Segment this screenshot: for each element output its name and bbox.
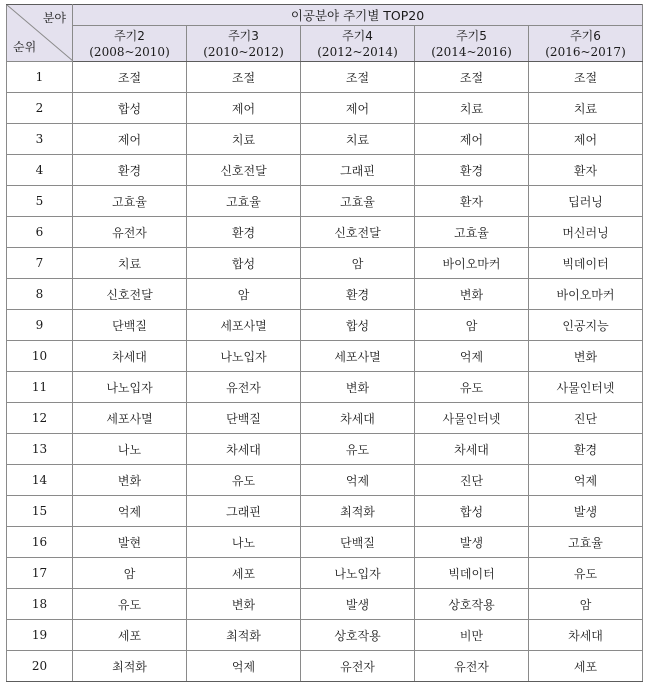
keyword-cell: 세포사멸 — [73, 403, 187, 434]
keyword-cell: 조절 — [415, 62, 529, 93]
table-row — [7, 217, 643, 248]
rank-cell: 1 — [7, 62, 73, 93]
keyword-cell: 최적화 — [301, 496, 415, 527]
keyword-cell: 암 — [529, 589, 643, 620]
table-row — [7, 434, 643, 465]
keyword-cell: 제어 — [529, 124, 643, 155]
keyword-cell: 조절 — [529, 62, 643, 93]
period-header-row — [7, 26, 643, 62]
keyword-cell: 빅데이터 — [529, 248, 643, 279]
keyword-cell: 환자 — [529, 155, 643, 186]
rank-cell: 5 — [7, 186, 73, 217]
table-row — [7, 186, 643, 217]
rank-cell: 7 — [7, 248, 73, 279]
rank-cell: 12 — [7, 403, 73, 434]
keyword-cell: 신호전달 — [73, 279, 187, 310]
keyword-cell: 변화 — [415, 279, 529, 310]
keyword-cell: 신호전달 — [301, 217, 415, 248]
keyword-cell: 고효율 — [301, 186, 415, 217]
keyword-cell: 나노입자 — [187, 341, 301, 372]
keyword-cell: 세포사멸 — [187, 310, 301, 341]
rank-cell: 8 — [7, 279, 73, 310]
keyword-cell: 유도 — [529, 558, 643, 589]
table-row — [7, 527, 643, 558]
period-name: 주기4 — [342, 28, 373, 43]
rank-cell: 16 — [7, 527, 73, 558]
table-row — [7, 279, 643, 310]
period-header — [73, 26, 187, 62]
period-years: (2010~2012) — [203, 44, 284, 59]
rank-cell: 11 — [7, 372, 73, 403]
keyword-cell: 고효율 — [187, 186, 301, 217]
keyword-cell: 차세대 — [187, 434, 301, 465]
table-title: 이공분야 주기별 TOP20 — [73, 5, 643, 26]
keyword-cell: 제어 — [301, 93, 415, 124]
keyword-cell: 변화 — [187, 589, 301, 620]
keyword-cell: 치료 — [529, 93, 643, 124]
period-years: (2012~2014) — [317, 44, 398, 59]
corner-field-label: 분야 — [42, 11, 66, 25]
table-row — [7, 465, 643, 496]
period-years: (2016~2017) — [545, 44, 626, 59]
table-row — [7, 651, 643, 682]
period-name: 주기3 — [228, 28, 259, 43]
keyword-cell: 상호작용 — [301, 620, 415, 651]
keyword-cell: 암 — [73, 558, 187, 589]
rank-cell: 13 — [7, 434, 73, 465]
period-header — [187, 26, 301, 62]
table-row — [7, 403, 643, 434]
keyword-cell: 나노입자 — [301, 558, 415, 589]
period-name: 주기2 — [114, 28, 145, 43]
keyword-cell: 암 — [415, 310, 529, 341]
keyword-cell: 최적화 — [73, 651, 187, 682]
rank-cell: 2 — [7, 93, 73, 124]
keyword-cell: 치료 — [301, 124, 415, 155]
keyword-cell: 차세대 — [529, 620, 643, 651]
keyword-cell: 변화 — [73, 465, 187, 496]
period-years: (2008~2010) — [89, 44, 170, 59]
keyword-cell: 인공지능 — [529, 310, 643, 341]
table-row — [7, 496, 643, 527]
keyword-cell: 조절 — [187, 62, 301, 93]
keyword-cell: 차세대 — [301, 403, 415, 434]
keyword-cell: 세포사멸 — [301, 341, 415, 372]
keyword-cell: 조절 — [73, 62, 187, 93]
keyword-cell: 조절 — [301, 62, 415, 93]
keyword-cell: 합성 — [73, 93, 187, 124]
table-row — [7, 310, 643, 341]
table-row — [7, 620, 643, 651]
keyword-cell: 고효율 — [529, 527, 643, 558]
keyword-cell: 발현 — [73, 527, 187, 558]
rank-cell: 9 — [7, 310, 73, 341]
keyword-cell: 합성 — [187, 248, 301, 279]
table-row — [7, 248, 643, 279]
keyword-cell: 세포 — [529, 651, 643, 682]
keyword-cell: 유전자 — [415, 651, 529, 682]
keyword-cell: 사물인터넷 — [415, 403, 529, 434]
period-name: 주기6 — [570, 28, 601, 43]
keyword-cell: 환경 — [529, 434, 643, 465]
table-row — [7, 341, 643, 372]
keyword-cell: 단백질 — [301, 527, 415, 558]
keyword-cell: 유전자 — [187, 372, 301, 403]
keyword-cell: 환경 — [187, 217, 301, 248]
rank-cell: 6 — [7, 217, 73, 248]
corner-cell — [7, 5, 73, 62]
keyword-cell: 합성 — [415, 496, 529, 527]
keyword-cell: 딥러닝 — [529, 186, 643, 217]
period-name: 주기5 — [456, 28, 487, 43]
keyword-cell: 암 — [187, 279, 301, 310]
keyword-cell: 유도 — [73, 589, 187, 620]
keyword-cell: 유전자 — [301, 651, 415, 682]
keyword-cell: 빅데이터 — [415, 558, 529, 589]
table-header — [7, 5, 643, 62]
keyword-cell: 머신러닝 — [529, 217, 643, 248]
keyword-cell: 억제 — [415, 341, 529, 372]
keyword-cell: 억제 — [301, 465, 415, 496]
rank-cell: 10 — [7, 341, 73, 372]
keyword-cell: 변화 — [301, 372, 415, 403]
keyword-cell: 차세대 — [73, 341, 187, 372]
table-row — [7, 93, 643, 124]
keyword-cell: 신호전달 — [187, 155, 301, 186]
keyword-cell: 단백질 — [187, 403, 301, 434]
rank-cell: 17 — [7, 558, 73, 589]
keyword-cell: 발생 — [415, 527, 529, 558]
keyword-cell: 유도 — [301, 434, 415, 465]
period-years: (2014~2016) — [431, 44, 512, 59]
keyword-cell: 나노 — [187, 527, 301, 558]
keyword-cell: 유전자 — [73, 217, 187, 248]
keyword-cell: 최적화 — [187, 620, 301, 651]
period-header — [529, 26, 643, 62]
table-body — [7, 62, 643, 682]
table-row — [7, 155, 643, 186]
rank-cell: 18 — [7, 589, 73, 620]
keyword-cell: 합성 — [301, 310, 415, 341]
keyword-cell: 치료 — [187, 124, 301, 155]
keyword-cell: 상호작용 — [415, 589, 529, 620]
keyword-cell: 비만 — [415, 620, 529, 651]
keyword-cell: 제어 — [187, 93, 301, 124]
rank-cell: 14 — [7, 465, 73, 496]
rank-cell: 15 — [7, 496, 73, 527]
top20-table — [6, 4, 643, 682]
period-header — [301, 26, 415, 62]
keyword-cell: 차세대 — [415, 434, 529, 465]
keyword-cell: 억제 — [529, 465, 643, 496]
keyword-cell: 유도 — [187, 465, 301, 496]
table-row — [7, 558, 643, 589]
keyword-cell: 사물인터넷 — [529, 372, 643, 403]
rank-cell: 20 — [7, 651, 73, 682]
keyword-cell: 제어 — [415, 124, 529, 155]
keyword-cell: 치료 — [415, 93, 529, 124]
rank-cell: 3 — [7, 124, 73, 155]
keyword-cell: 환자 — [415, 186, 529, 217]
keyword-cell: 그래핀 — [301, 155, 415, 186]
keyword-cell: 환경 — [73, 155, 187, 186]
rank-cell: 19 — [7, 620, 73, 651]
table-row — [7, 589, 643, 620]
table-row — [7, 372, 643, 403]
keyword-cell: 바이오마커 — [415, 248, 529, 279]
keyword-cell: 억제 — [73, 496, 187, 527]
keyword-cell: 환경 — [415, 155, 529, 186]
keyword-cell: 환경 — [301, 279, 415, 310]
rank-cell: 4 — [7, 155, 73, 186]
top20-table-container — [6, 4, 642, 682]
keyword-cell: 세포 — [73, 620, 187, 651]
corner-rank-label: 순위 — [13, 40, 37, 54]
keyword-cell: 암 — [301, 248, 415, 279]
keyword-cell: 제어 — [73, 124, 187, 155]
keyword-cell: 발생 — [301, 589, 415, 620]
header-title-row — [7, 5, 643, 26]
keyword-cell: 고효율 — [73, 186, 187, 217]
keyword-cell: 그래핀 — [187, 496, 301, 527]
keyword-cell: 진단 — [529, 403, 643, 434]
keyword-cell: 바이오마커 — [529, 279, 643, 310]
table-row — [7, 62, 643, 93]
keyword-cell: 나노 — [73, 434, 187, 465]
keyword-cell: 변화 — [529, 341, 643, 372]
keyword-cell: 세포 — [187, 558, 301, 589]
keyword-cell: 유도 — [415, 372, 529, 403]
keyword-cell: 진단 — [415, 465, 529, 496]
table-row — [7, 124, 643, 155]
keyword-cell: 단백질 — [73, 310, 187, 341]
keyword-cell: 고효율 — [415, 217, 529, 248]
keyword-cell: 나노입자 — [73, 372, 187, 403]
period-header — [415, 26, 529, 62]
keyword-cell: 치료 — [73, 248, 187, 279]
keyword-cell: 억제 — [187, 651, 301, 682]
keyword-cell: 발생 — [529, 496, 643, 527]
